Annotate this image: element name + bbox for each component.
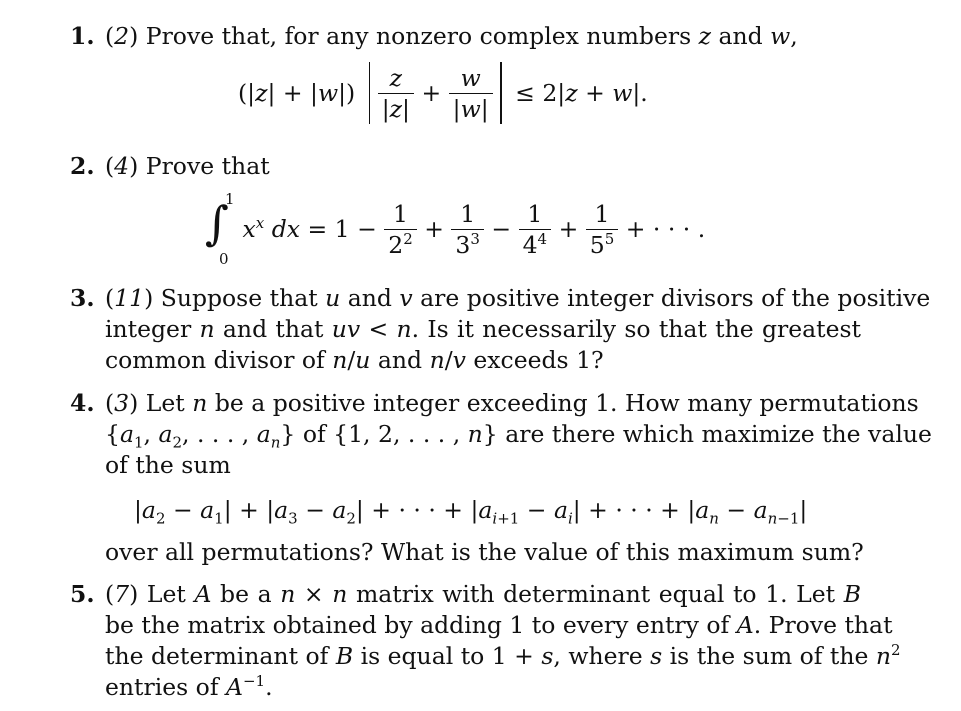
problem-5-line-3: the determinant of B is equal to 1 + s, where s is the sum of the $n^2$ — [105, 641, 901, 670]
problem-2-number: 2. — [70, 152, 95, 180]
problem-3-line-2: integer n and that uv < n. Is it necessarily so that the greatest — [105, 315, 861, 343]
problem-4-number: 4. — [70, 389, 95, 417]
problem-1-display-equation: (|z| + |w|) $\frac{z}{|z|}$ + $\frac{w}{|w|}$ ≤ 2|z + w|. — [238, 63, 648, 123]
problem-2-statement: (4) Prove that — [105, 152, 270, 180]
problem-4-line-4: over all permutations? What is the value of this maximum sum? — [105, 538, 864, 566]
problem-3-number: 3. — [70, 284, 95, 312]
problem-5-line-4: entries of $A^{-1}$. — [105, 672, 273, 701]
problem-5-line-2: be the matrix obtained by adding 1 to every entry of A. Prove that — [105, 611, 893, 639]
problem-3-line-3: common divisor of n/u and n/v exceeds 1? — [105, 346, 604, 374]
problem-1-number: 1. — [70, 22, 95, 50]
problem-5-line-1: (7) Let A be a n × n matrix with determinant equal to 1. Let B — [105, 580, 861, 608]
problem-4-display-equation: $|a_2 - a_1| + |a_3 - a_2|$ + · · · + $|a_{i+1} - a_i|$ + · · · + $|a_n - a_{n-1}|$ — [134, 496, 808, 528]
problem-1-statement: (2) Prove that, for any nonzero complex numbers z and w, — [105, 22, 798, 50]
problem-4-line-2: {$a_1$, $a_2$, . . . , $a_n$} of {1, 2, . . . , n} are there which maximize the value — [105, 420, 932, 452]
problem-5-number: 5. — [70, 580, 95, 608]
problem-2-display-equation: ∫ 1 0 $x^x$ dx = 1 − $\frac{1}{2^2}$ + $\frac{1}{3^3}$ − $\frac{1}{4^4}$ + $\frac{1}{5^5}$ + · · · . — [205, 190, 706, 268]
problem-4-line-3: of the sum — [105, 451, 231, 479]
problem-4-line-1: (3) Let n be a positive integer exceeding 1. How many permutations — [105, 389, 919, 417]
problem-3-line-1: (11) Suppose that u and v are positive integer divisors of the positive — [105, 284, 931, 312]
